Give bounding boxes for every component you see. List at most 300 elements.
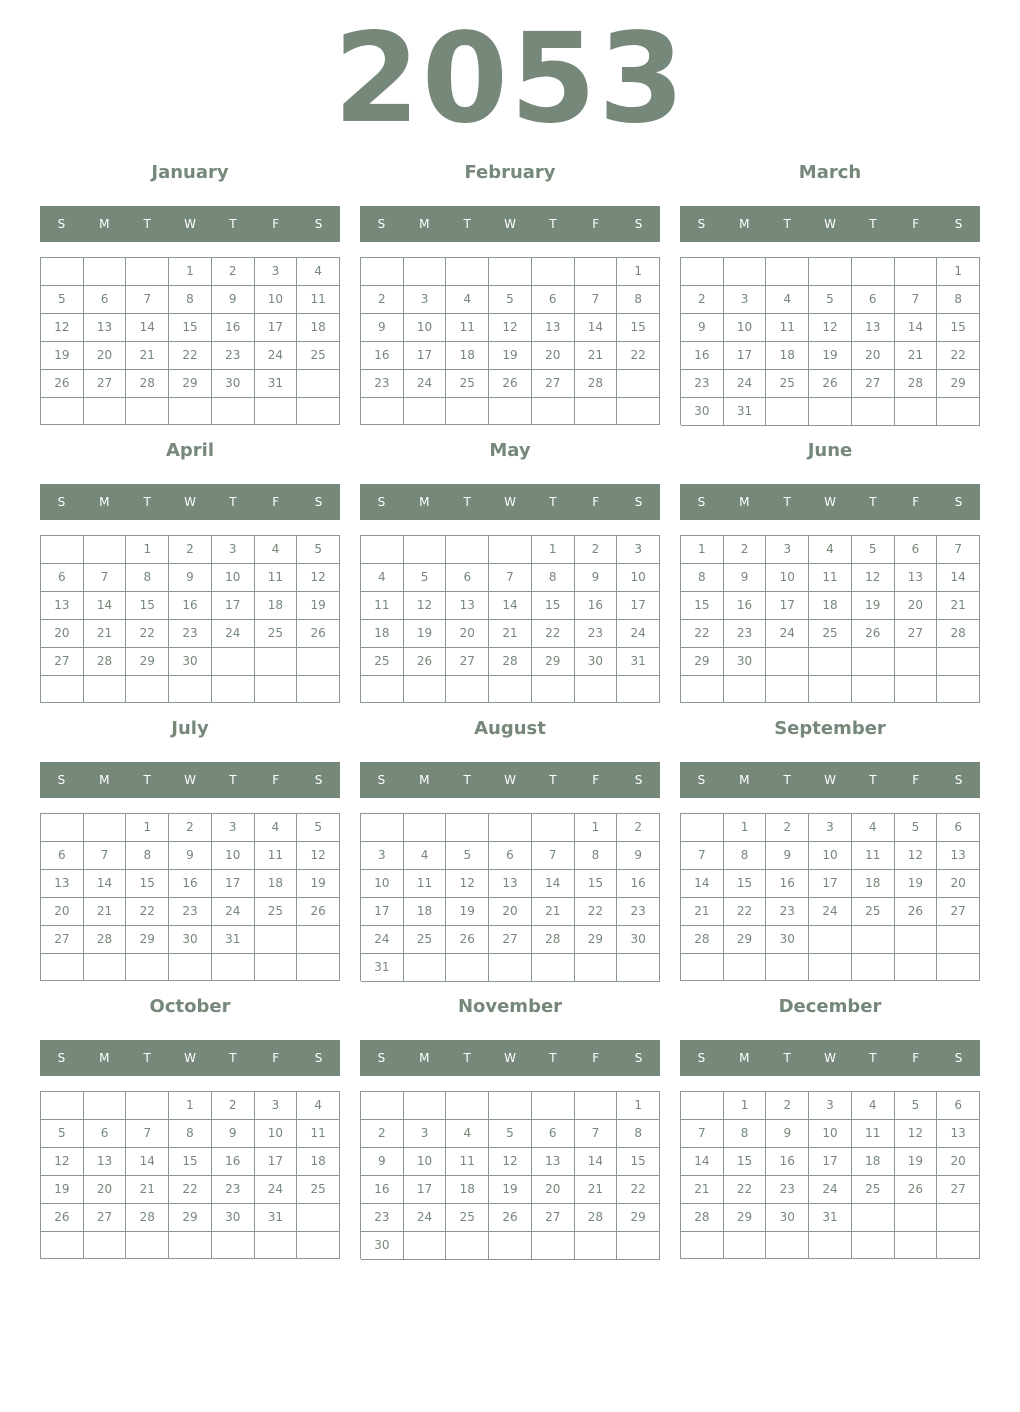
day-cell: 19	[446, 898, 489, 926]
day-cell: 15	[617, 314, 660, 342]
day-cell: 26	[41, 1204, 84, 1232]
month-name: May	[489, 440, 531, 461]
day-cell: 9	[617, 842, 660, 870]
empty-day-cell	[895, 1232, 938, 1259]
day-cell: 9	[766, 1120, 809, 1148]
day-cell: 24	[255, 342, 298, 370]
day-cell: 9	[766, 842, 809, 870]
day-cell: 20	[937, 1148, 980, 1176]
day-cell: 16	[575, 592, 618, 620]
empty-day-cell	[255, 926, 298, 954]
empty-day-cell	[212, 648, 255, 676]
day-cell: 1	[724, 1092, 767, 1120]
empty-day-cell	[532, 1232, 575, 1260]
weekday-label: F	[912, 773, 920, 787]
day-cell: 20	[446, 620, 489, 648]
weekday-label: M	[419, 773, 430, 787]
day-cell: 25	[446, 1204, 489, 1232]
empty-day-cell	[297, 1232, 340, 1259]
day-cell: 29	[617, 1204, 660, 1232]
day-cell: 23	[724, 620, 767, 648]
day-cell: 18	[255, 592, 298, 620]
day-cell: 19	[489, 342, 532, 370]
weekday-label: T	[549, 1051, 557, 1065]
day-cell: 1	[532, 536, 575, 564]
weekday-label: T	[549, 217, 557, 231]
month-name: February	[464, 162, 556, 183]
weekday-label: S	[697, 773, 706, 787]
day-cell: 24	[361, 926, 404, 954]
empty-day-cell	[84, 258, 127, 286]
day-cell: 15	[126, 592, 169, 620]
day-cell: 7	[937, 536, 980, 564]
weekday-label: T	[549, 495, 557, 509]
weekday-header	[360, 762, 660, 798]
day-cell: 4	[446, 286, 489, 314]
weekday-label: T	[869, 773, 877, 787]
month-name: April	[165, 440, 215, 461]
day-cell: 3	[809, 814, 852, 842]
day-cell: 4	[255, 814, 298, 842]
day-cell: 8	[617, 1120, 660, 1148]
weekday-label: S	[377, 495, 386, 509]
day-cell: 7	[681, 842, 724, 870]
day-cell: 30	[212, 370, 255, 398]
day-cell: 26	[489, 1204, 532, 1232]
day-cell: 26	[809, 370, 852, 398]
empty-day-cell	[724, 258, 767, 286]
day-cell: 16	[766, 870, 809, 898]
empty-day-cell	[895, 954, 938, 981]
day-cell: 14	[681, 870, 724, 898]
weekday-label: M	[99, 773, 110, 787]
day-cell: 7	[575, 1120, 618, 1148]
empty-day-cell	[126, 676, 169, 703]
day-cell: 26	[446, 926, 489, 954]
day-cell: 29	[575, 926, 618, 954]
day-cell: 21	[681, 1176, 724, 1204]
day-cell: 12	[489, 314, 532, 342]
day-cell: 27	[937, 898, 980, 926]
day-cell: 16	[169, 870, 212, 898]
empty-day-cell	[255, 648, 298, 676]
month-name: March	[798, 162, 862, 183]
empty-day-cell	[852, 1204, 895, 1232]
weekday-label: M	[99, 495, 110, 509]
empty-day-cell	[404, 676, 447, 703]
empty-day-cell	[895, 926, 938, 954]
day-cell: 10	[404, 1148, 447, 1176]
day-cell: 6	[532, 1120, 575, 1148]
day-cell: 29	[681, 648, 724, 676]
weekday-label: S	[314, 773, 323, 787]
day-cell: 3	[212, 536, 255, 564]
day-cell: 11	[852, 842, 895, 870]
empty-day-cell	[489, 398, 532, 425]
day-cell: 31	[361, 954, 404, 982]
weekday-label: M	[99, 1051, 110, 1065]
empty-day-cell	[446, 1092, 489, 1120]
day-cell: 28	[84, 926, 127, 954]
day-cell: 11	[255, 564, 298, 592]
day-cell: 22	[681, 620, 724, 648]
day-cell: 24	[212, 620, 255, 648]
day-cell: 20	[41, 620, 84, 648]
empty-day-cell	[41, 814, 84, 842]
day-cell: 21	[937, 592, 980, 620]
empty-day-cell	[809, 676, 852, 703]
empty-day-cell	[575, 1232, 618, 1260]
day-cell: 19	[404, 620, 447, 648]
empty-day-cell	[212, 398, 255, 425]
month-name: July	[171, 718, 209, 739]
day-cell: 19	[852, 592, 895, 620]
day-cell: 18	[361, 620, 404, 648]
day-cell: 25	[809, 620, 852, 648]
day-cell: 27	[532, 370, 575, 398]
day-cell: 18	[446, 342, 489, 370]
day-cell: 6	[489, 842, 532, 870]
day-cell: 22	[532, 620, 575, 648]
day-grid	[360, 1091, 660, 1259]
day-cell: 31	[724, 398, 767, 426]
day-cell: 27	[532, 1204, 575, 1232]
empty-day-cell	[169, 954, 212, 981]
day-cell: 25	[852, 898, 895, 926]
empty-day-cell	[617, 1232, 660, 1260]
day-cell: 24	[724, 370, 767, 398]
day-cell: 20	[937, 870, 980, 898]
day-cell: 5	[809, 286, 852, 314]
weekday-header	[360, 1040, 660, 1076]
day-cell: 13	[895, 564, 938, 592]
day-cell: 3	[766, 536, 809, 564]
day-cell: 8	[532, 564, 575, 592]
day-cell: 26	[41, 370, 84, 398]
day-cell: 26	[404, 648, 447, 676]
day-cell: 26	[297, 620, 340, 648]
day-cell: 1	[169, 258, 212, 286]
day-cell: 1	[617, 1092, 660, 1120]
day-cell: 24	[212, 898, 255, 926]
empty-day-cell	[937, 398, 980, 426]
day-cell: 10	[361, 870, 404, 898]
weekday-label: S	[57, 1051, 66, 1065]
empty-day-cell	[361, 676, 404, 703]
empty-day-cell	[84, 398, 127, 425]
day-cell: 21	[575, 1176, 618, 1204]
day-cell: 23	[361, 1204, 404, 1232]
day-cell: 16	[212, 1148, 255, 1176]
empty-day-cell	[617, 676, 660, 703]
empty-day-cell	[446, 1232, 489, 1260]
day-cell: 22	[126, 898, 169, 926]
day-cell: 19	[41, 342, 84, 370]
empty-day-cell	[852, 398, 895, 426]
day-cell: 21	[126, 342, 169, 370]
day-cell: 12	[809, 314, 852, 342]
day-cell: 30	[212, 1204, 255, 1232]
weekday-label: T	[783, 217, 791, 231]
day-cell: 8	[169, 1120, 212, 1148]
day-cell: 9	[169, 564, 212, 592]
weekday-label: S	[954, 773, 963, 787]
empty-day-cell	[41, 398, 84, 425]
month-name: June	[807, 440, 853, 461]
month-name: September	[774, 718, 886, 739]
day-cell: 18	[255, 870, 298, 898]
day-cell: 9	[169, 842, 212, 870]
empty-day-cell	[532, 1092, 575, 1120]
weekday-label: W	[504, 495, 516, 509]
day-cell: 5	[852, 536, 895, 564]
empty-day-cell	[446, 258, 489, 286]
empty-day-cell	[297, 926, 340, 954]
day-cell: 11	[446, 1148, 489, 1176]
day-cell: 10	[617, 564, 660, 592]
day-cell: 10	[766, 564, 809, 592]
weekday-label: W	[824, 1051, 836, 1065]
day-cell: 17	[404, 1176, 447, 1204]
day-cell: 7	[489, 564, 532, 592]
empty-day-cell	[255, 954, 298, 981]
weekday-label: T	[463, 495, 471, 509]
empty-day-cell	[255, 398, 298, 425]
day-cell: 27	[41, 648, 84, 676]
day-cell: 6	[446, 564, 489, 592]
empty-day-cell	[809, 258, 852, 286]
day-cell: 25	[852, 1176, 895, 1204]
day-cell: 14	[532, 870, 575, 898]
day-cell: 9	[724, 564, 767, 592]
day-cell: 21	[489, 620, 532, 648]
weekday-label: T	[229, 495, 237, 509]
empty-day-cell	[446, 676, 489, 703]
empty-day-cell	[852, 648, 895, 676]
day-cell: 14	[489, 592, 532, 620]
day-cell: 1	[724, 814, 767, 842]
day-cell: 31	[617, 648, 660, 676]
weekday-label: S	[634, 217, 643, 231]
day-cell: 6	[84, 286, 127, 314]
day-cell: 2	[575, 536, 618, 564]
day-cell: 7	[895, 286, 938, 314]
weekday-label: F	[912, 217, 920, 231]
day-cell: 14	[84, 870, 127, 898]
month-name: January	[151, 162, 229, 183]
weekday-label: F	[912, 495, 920, 509]
weekday-header	[360, 206, 660, 242]
day-cell: 15	[617, 1148, 660, 1176]
day-cell: 29	[169, 1204, 212, 1232]
day-cell: 22	[724, 898, 767, 926]
day-cell: 7	[681, 1120, 724, 1148]
day-cell: 11	[766, 314, 809, 342]
day-cell: 11	[297, 286, 340, 314]
day-cell: 28	[575, 370, 618, 398]
day-cell: 13	[84, 314, 127, 342]
day-cell: 30	[575, 648, 618, 676]
empty-day-cell	[809, 398, 852, 426]
day-cell: 29	[169, 370, 212, 398]
day-cell: 2	[681, 286, 724, 314]
day-cell: 23	[766, 1176, 809, 1204]
day-cell: 10	[404, 314, 447, 342]
empty-day-cell	[84, 1232, 127, 1259]
weekday-label: S	[377, 773, 386, 787]
day-cell: 9	[575, 564, 618, 592]
weekday-label: S	[954, 1051, 963, 1065]
weekday-label: F	[272, 773, 280, 787]
day-cell: 19	[809, 342, 852, 370]
day-cell: 13	[84, 1148, 127, 1176]
weekday-label: S	[57, 217, 66, 231]
weekday-label: S	[954, 217, 963, 231]
day-cell: 4	[404, 842, 447, 870]
empty-day-cell	[766, 676, 809, 703]
day-cell: 28	[489, 648, 532, 676]
day-cell: 30	[766, 1204, 809, 1232]
weekday-label: W	[184, 1051, 196, 1065]
day-cell: 2	[617, 814, 660, 842]
weekday-label: S	[634, 1051, 643, 1065]
empty-day-cell	[404, 1232, 447, 1260]
day-cell: 25	[255, 898, 298, 926]
empty-day-cell	[895, 258, 938, 286]
empty-day-cell	[84, 1092, 127, 1120]
weekday-label: W	[824, 217, 836, 231]
empty-day-cell	[41, 536, 84, 564]
day-cell: 28	[84, 648, 127, 676]
weekday-label: M	[99, 217, 110, 231]
empty-day-cell	[681, 1232, 724, 1259]
empty-day-cell	[212, 1232, 255, 1259]
empty-day-cell	[532, 258, 575, 286]
day-cell: 3	[724, 286, 767, 314]
weekday-label: S	[314, 217, 323, 231]
empty-day-cell	[532, 814, 575, 842]
month-name: November	[457, 996, 563, 1017]
day-cell: 26	[852, 620, 895, 648]
day-cell: 11	[446, 314, 489, 342]
day-cell: 30	[724, 648, 767, 676]
empty-day-cell	[681, 258, 724, 286]
empty-day-cell	[724, 1232, 767, 1259]
day-cell: 3	[255, 1092, 298, 1120]
day-cell: 20	[41, 898, 84, 926]
weekday-label: W	[184, 773, 196, 787]
weekday-label: T	[229, 1051, 237, 1065]
day-cell: 2	[212, 1092, 255, 1120]
day-cell: 23	[766, 898, 809, 926]
empty-day-cell	[681, 814, 724, 842]
day-cell: 4	[297, 258, 340, 286]
day-cell: 28	[681, 1204, 724, 1232]
day-cell: 5	[895, 814, 938, 842]
day-cell: 23	[212, 342, 255, 370]
weekday-label: F	[272, 1051, 280, 1065]
day-cell: 23	[575, 620, 618, 648]
year-title: 2053	[333, 7, 687, 151]
empty-day-cell	[724, 676, 767, 703]
day-cell: 25	[361, 648, 404, 676]
day-cell: 17	[617, 592, 660, 620]
day-cell: 27	[41, 926, 84, 954]
day-cell: 27	[84, 1204, 127, 1232]
day-cell: 13	[446, 592, 489, 620]
empty-day-cell	[809, 648, 852, 676]
weekday-label: W	[824, 773, 836, 787]
day-cell: 15	[937, 314, 980, 342]
day-cell: 3	[404, 1120, 447, 1148]
empty-day-cell	[766, 954, 809, 981]
day-cell: 27	[446, 648, 489, 676]
day-grid	[40, 535, 340, 703]
empty-day-cell	[937, 1232, 980, 1259]
empty-day-cell	[766, 258, 809, 286]
day-cell: 4	[852, 1092, 895, 1120]
day-cell: 22	[169, 342, 212, 370]
empty-day-cell	[532, 398, 575, 425]
empty-day-cell	[446, 954, 489, 982]
weekday-header	[360, 484, 660, 520]
empty-day-cell	[809, 954, 852, 981]
empty-day-cell	[41, 258, 84, 286]
empty-day-cell	[617, 370, 660, 398]
weekday-label: W	[184, 217, 196, 231]
day-cell: 11	[404, 870, 447, 898]
weekday-label: T	[143, 217, 151, 231]
empty-day-cell	[255, 1232, 298, 1259]
day-cell: 25	[404, 926, 447, 954]
empty-day-cell	[937, 954, 980, 981]
day-cell: 12	[895, 1120, 938, 1148]
day-cell: 5	[446, 842, 489, 870]
day-cell: 19	[41, 1176, 84, 1204]
day-cell: 18	[852, 1148, 895, 1176]
month-name: August	[474, 718, 546, 739]
day-cell: 1	[169, 1092, 212, 1120]
weekday-label: W	[504, 1051, 516, 1065]
empty-day-cell	[489, 814, 532, 842]
day-cell: 2	[766, 1092, 809, 1120]
empty-day-cell	[489, 536, 532, 564]
day-cell: 21	[126, 1176, 169, 1204]
day-cell: 10	[809, 842, 852, 870]
day-cell: 8	[617, 286, 660, 314]
empty-day-cell	[895, 648, 938, 676]
weekday-label: S	[57, 773, 66, 787]
day-cell: 19	[297, 870, 340, 898]
day-cell: 17	[212, 870, 255, 898]
day-cell: 30	[169, 926, 212, 954]
empty-day-cell	[404, 1092, 447, 1120]
empty-day-cell	[297, 648, 340, 676]
day-cell: 27	[489, 926, 532, 954]
day-cell: 8	[724, 842, 767, 870]
day-cell: 20	[532, 342, 575, 370]
day-cell: 4	[852, 814, 895, 842]
day-cell: 14	[895, 314, 938, 342]
day-cell: 16	[724, 592, 767, 620]
day-cell: 16	[617, 870, 660, 898]
empty-day-cell	[169, 398, 212, 425]
weekday-label: T	[869, 217, 877, 231]
day-cell: 16	[361, 1176, 404, 1204]
day-cell: 4	[297, 1092, 340, 1120]
day-cell: 17	[361, 898, 404, 926]
empty-day-cell	[41, 1232, 84, 1259]
